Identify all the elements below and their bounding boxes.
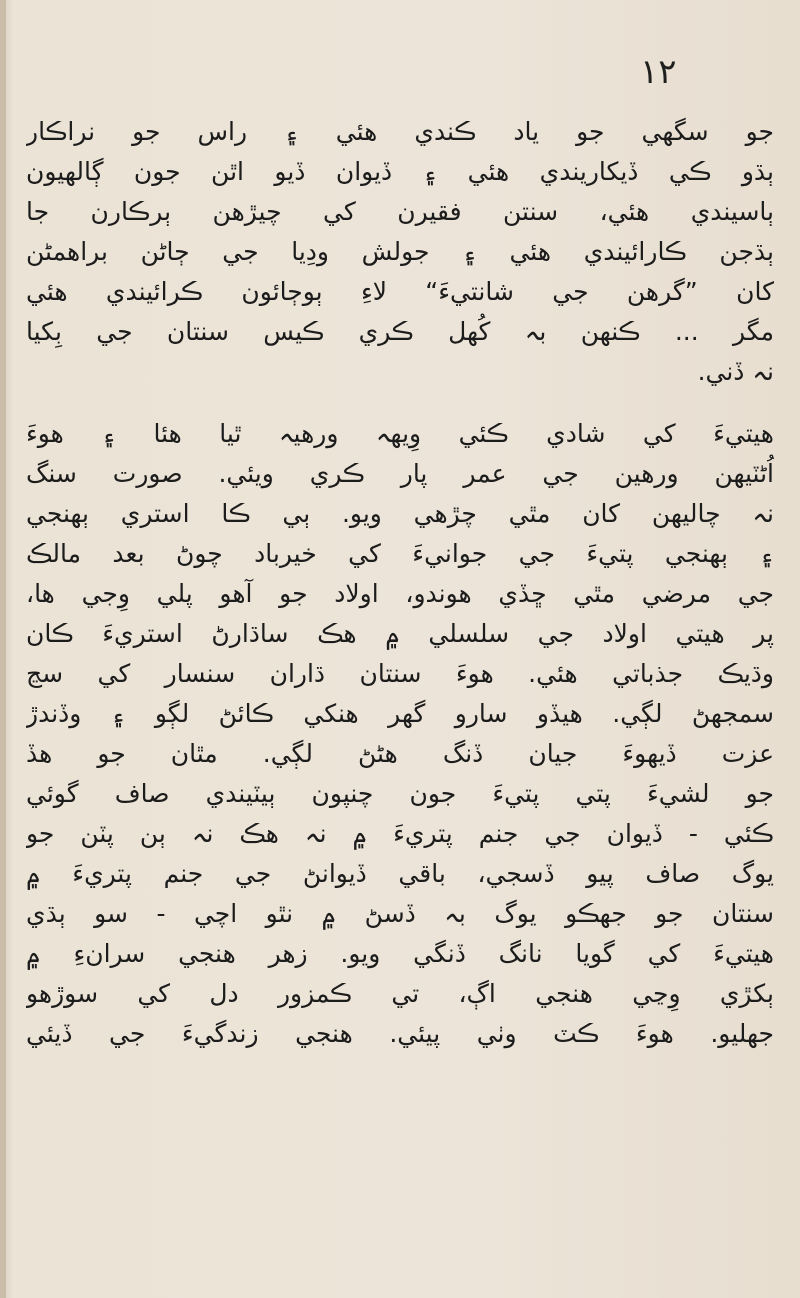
text-line: هيتيءَ کي شادي ڪئي وِيهہ ورهيہ ٿيا هئا ۽ هوءَ <box>26 419 774 448</box>
text-line: ڪئي - ڏيوان جي جنم پتريءَ ۾ نہ هڪ نہ ٻن پٽن جو <box>26 819 774 848</box>
text-line: ۽ ٻهنجي پتيءَ جي جوانيءَ کي خيرباد چوڻ بعد مالڪ <box>26 539 774 568</box>
text-line: جو لشيءَ پتي پتيءَ جون چنپون ٻيٽيندي صاف گوئي <box>26 779 774 808</box>
text-line: جي مرضي مٿي ڇڏي هوندو، اولاد جو آهو پلي وِجي ها، <box>26 579 774 608</box>
text-line: هيتيءَ کي گويا نانگ ڏنگي ويو. زهر هنجي سرانءِ ۾ <box>26 939 774 968</box>
text-line: نہ چاليهن کان مٿي چڙهي ويو. ٻي ڪا استري ٻهنجي <box>26 499 774 528</box>
page-edge-shadow <box>0 0 6 1298</box>
text-line: سنتان جو جهڪو يوگ بہ ڏسڻ ۾ نٿو اچي - سو ٻڌي <box>26 899 774 928</box>
text-line: سمجهڻ لڳي. هيڏو سارو گهر هنکي ڪائڻ لڳو ۽ وڏندڙ <box>26 699 774 728</box>
paragraph-gap <box>26 392 774 414</box>
text-line: عزت ڏيهوءَ جيان ڏنگ هڻڻ لڳي. مٿان جو هڏ <box>26 739 774 768</box>
text-line: اُڻٽيهن ورهين جي عمر پار ڪري ويئي. صورت سنگ <box>26 459 774 488</box>
page-number: ١٢ <box>640 52 677 92</box>
text-line: جو سگهي جو ياد ڪندي هئي ۽ راس جو نراڪار <box>26 117 774 146</box>
text-line: ٻڌجن ڪارائيندي هئي ۽ جولش ودِيا جي ڄاڻن براهمڻن <box>26 237 774 266</box>
text-line: ٻاسيندي هئي، سنتن فقيرن کي چيڙهن ٻرڪارن جا <box>26 197 774 226</box>
text-line: جهليو. هوءَ ڪٽ وٺي پيئي. هنجي زندگيءَ جي ڏيئي <box>26 1019 774 1048</box>
text-line: پر هيتي اولاد جي سلسلي ۾ هڪ ساڌارڻ استريءَ ڪان <box>26 619 774 648</box>
text-line: مگر ... ڪنهن بہ کُهل ڪري ڪيس سنتان جي بِکيا <box>26 317 774 346</box>
body-text <box>26 112 774 1054</box>
text-line: وڌيڪ جذباتي هئي. هوءَ سنتان ڌاران سنسار کي سڃ <box>26 659 774 688</box>
text-line: نہ ڏني. <box>697 357 774 386</box>
text-line: ٻکڙي وِڃي هنجي اڳ، تي ڪمزور دل کي سوڙهو <box>26 979 774 1008</box>
text-line: ٻڌو ڪي ڏيکاريندي هئي ۽ ڏيوان ڏيو اٿن جون ڳالهيون <box>26 157 774 186</box>
paragraph-1 <box>26 112 774 392</box>
text-line: کان ”گرهن جي شانتيءَ“ لاءِ ٻوڄائون ڪرائيندي هئي <box>26 277 774 306</box>
text-line: يوگ صاف پيو ڏسجي، باقي ڏيوانڻ جي جنم پتريءَ ۾ <box>26 859 774 888</box>
paragraph-2 <box>26 414 774 1054</box>
